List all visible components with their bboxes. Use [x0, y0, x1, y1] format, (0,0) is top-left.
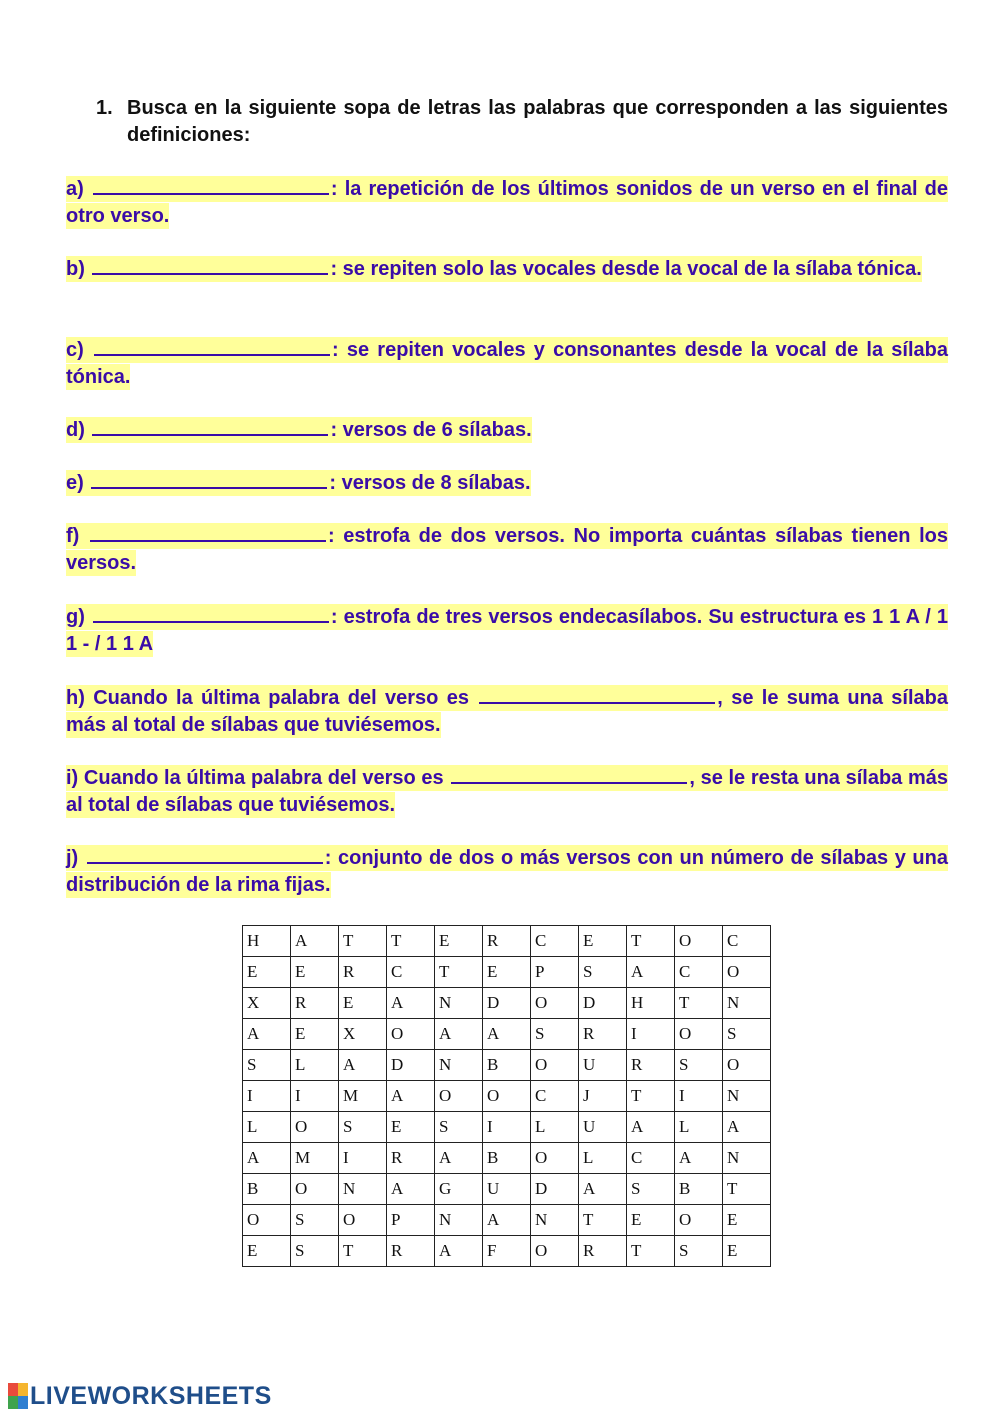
- word-search-cell[interactable]: B: [243, 1174, 291, 1205]
- word-search-row: [243, 1236, 771, 1267]
- word-search-cell[interactable]: N: [435, 1205, 483, 1236]
- word-search-row: [243, 957, 771, 988]
- definition-label: i): [66, 767, 79, 789]
- word-search-cell[interactable]: E: [291, 957, 339, 988]
- word-search-row: [243, 1112, 771, 1143]
- word-search-cell[interactable]: S: [291, 1205, 339, 1236]
- word-search-cell[interactable]: B: [483, 1050, 531, 1081]
- word-search-cell[interactable]: O: [531, 1143, 579, 1174]
- word-search-cell[interactable]: E: [387, 1112, 435, 1143]
- word-search-cell[interactable]: X: [339, 1019, 387, 1050]
- word-search-cell[interactable]: O: [483, 1081, 531, 1112]
- definition-text: : versos de 6 sílabas.: [330, 419, 532, 441]
- definition-text: : versos de 8 sílabas.: [329, 472, 531, 494]
- definition-highlight: [66, 176, 948, 229]
- word-search-cell[interactable]: A: [387, 1081, 435, 1112]
- word-search-row: [243, 1174, 771, 1205]
- definition-text: : se repiten vocales y consonantes desde la vocal de la sílaba tónica.: [66, 339, 948, 388]
- word-search-cell[interactable]: A: [435, 1019, 483, 1050]
- word-search-cell[interactable]: S: [291, 1236, 339, 1267]
- word-search-cell[interactable]: O: [435, 1081, 483, 1112]
- word-search-row: [243, 1050, 771, 1081]
- word-search-cell[interactable]: B: [483, 1143, 531, 1174]
- word-search-cell[interactable]: A: [243, 1019, 291, 1050]
- word-search-cell[interactable]: E: [483, 957, 531, 988]
- word-search-cell[interactable]: A: [483, 1019, 531, 1050]
- word-search-cell[interactable]: H: [243, 926, 291, 957]
- word-search-cell[interactable]: A: [339, 1050, 387, 1081]
- word-search-cell[interactable]: R: [291, 988, 339, 1019]
- word-search-cell[interactable]: O: [675, 1205, 723, 1236]
- word-search-cell[interactable]: I: [243, 1081, 291, 1112]
- answer-blank[interactable]: [91, 469, 327, 489]
- definition-highlight: [66, 685, 948, 738]
- definition-text: , se le resta una sílaba más al total de sílabas que tuviésemos.: [66, 767, 949, 816]
- word-search-row: [243, 1081, 771, 1112]
- word-search-cell[interactable]: I: [483, 1112, 531, 1143]
- definition-label: e): [66, 472, 84, 494]
- definition-text: : conjunto de dos o más versos con un número de sílabas y una distribución de la rima fijas.: [66, 847, 948, 896]
- definition-text: : estrofa de tres versos endecasílabos. Su estructura es 1 1 A / 1 1 - / 1 1 A: [66, 606, 948, 655]
- word-search-cell[interactable]: T: [627, 1236, 675, 1267]
- instruction-number: 1.: [96, 97, 113, 119]
- word-search-cell[interactable]: D: [483, 988, 531, 1019]
- word-search-cell[interactable]: T: [627, 1081, 675, 1112]
- word-search-cell[interactable]: O: [531, 988, 579, 1019]
- word-search-cell[interactable]: S: [531, 1019, 579, 1050]
- answer-blank[interactable]: [451, 764, 687, 784]
- definition-label: f): [66, 525, 80, 547]
- definition-item: [66, 684, 948, 739]
- word-search-cell[interactable]: A: [627, 957, 675, 988]
- word-search-cell[interactable]: C: [387, 957, 435, 988]
- word-search-grid: [242, 925, 771, 1267]
- definition-highlight: [66, 470, 531, 496]
- answer-blank[interactable]: [93, 603, 329, 623]
- word-search-cell[interactable]: I: [291, 1081, 339, 1112]
- word-search-cell[interactable]: E: [627, 1205, 675, 1236]
- definition-label: a): [66, 178, 84, 200]
- word-search-cell[interactable]: D: [531, 1174, 579, 1205]
- word-search-cell[interactable]: T: [675, 988, 723, 1019]
- word-search-cell[interactable]: C: [675, 957, 723, 988]
- definition-text-before: Cuando la última palabra del verso es: [93, 687, 469, 709]
- word-search-cell[interactable]: A: [579, 1174, 627, 1205]
- word-search-cell[interactable]: S: [723, 1019, 771, 1050]
- word-search-cell[interactable]: O: [291, 1112, 339, 1143]
- word-search-cell[interactable]: F: [483, 1236, 531, 1267]
- word-search-cell[interactable]: D: [387, 1050, 435, 1081]
- word-search-cell[interactable]: E: [243, 1236, 291, 1267]
- word-search-cell[interactable]: J: [579, 1081, 627, 1112]
- word-search-cell[interactable]: O: [531, 1050, 579, 1081]
- word-search-cell[interactable]: A: [243, 1143, 291, 1174]
- word-search-cell[interactable]: A: [291, 926, 339, 957]
- answer-blank[interactable]: [92, 416, 328, 436]
- word-search-cell[interactable]: X: [243, 988, 291, 1019]
- definition-item: [66, 255, 948, 283]
- word-search-cell[interactable]: I: [339, 1143, 387, 1174]
- word-search-cell[interactable]: C: [723, 926, 771, 957]
- word-search-cell[interactable]: E: [435, 926, 483, 957]
- word-search-cell[interactable]: O: [675, 926, 723, 957]
- definition-highlight: [66, 604, 948, 657]
- word-search-cell[interactable]: A: [435, 1143, 483, 1174]
- word-search-cell[interactable]: A: [387, 988, 435, 1019]
- word-search-cell[interactable]: S: [339, 1112, 387, 1143]
- word-search-cell[interactable]: I: [627, 1019, 675, 1050]
- word-search-cell[interactable]: O: [675, 1019, 723, 1050]
- word-search-cell[interactable]: E: [339, 988, 387, 1019]
- definition-item: [66, 416, 948, 444]
- word-search-cell[interactable]: O: [723, 957, 771, 988]
- word-search-cell[interactable]: L: [579, 1143, 627, 1174]
- definition-highlight: [66, 256, 922, 282]
- word-search-cell[interactable]: R: [579, 1236, 627, 1267]
- word-search-cell[interactable]: L: [243, 1112, 291, 1143]
- word-search-cell[interactable]: O: [531, 1236, 579, 1267]
- word-search-cell[interactable]: A: [675, 1143, 723, 1174]
- word-search-cell[interactable]: U: [579, 1112, 627, 1143]
- word-search-cell[interactable]: N: [435, 988, 483, 1019]
- word-search-cell[interactable]: A: [483, 1205, 531, 1236]
- word-search-cell[interactable]: O: [243, 1205, 291, 1236]
- definition-text-before: Cuando la última palabra del verso es: [83, 767, 444, 789]
- word-search-cell[interactable]: E: [723, 1236, 771, 1267]
- word-search-cell[interactable]: N: [723, 1081, 771, 1112]
- answer-blank[interactable]: [479, 684, 715, 704]
- word-search-cell[interactable]: C: [531, 1081, 579, 1112]
- definition-item: [66, 175, 948, 230]
- word-search-cell[interactable]: R: [387, 1143, 435, 1174]
- definition-text: : se repiten solo las vocales desde la vocal de la sílaba tónica.: [330, 258, 922, 280]
- definition-item: [66, 764, 948, 819]
- word-search-cell[interactable]: P: [531, 957, 579, 988]
- definition-label: j): [66, 847, 79, 869]
- word-search-row: [243, 1205, 771, 1236]
- definition-item: [66, 603, 948, 658]
- word-search-cell[interactable]: A: [435, 1236, 483, 1267]
- word-search-cell[interactable]: T: [579, 1205, 627, 1236]
- word-search-cell[interactable]: M: [339, 1081, 387, 1112]
- word-search-cell[interactable]: T: [435, 957, 483, 988]
- word-search-cell[interactable]: D: [579, 988, 627, 1019]
- word-search-cell[interactable]: C: [627, 1143, 675, 1174]
- word-search-cell[interactable]: P: [387, 1205, 435, 1236]
- word-search-cell[interactable]: S: [435, 1112, 483, 1143]
- word-search-cell[interactable]: N: [339, 1174, 387, 1205]
- word-search-cell[interactable]: S: [675, 1236, 723, 1267]
- word-search-cell[interactable]: N: [723, 988, 771, 1019]
- definition-label: g): [66, 606, 85, 628]
- definition-item: [66, 469, 948, 497]
- word-search-cell[interactable]: T: [387, 926, 435, 957]
- answer-blank[interactable]: [93, 175, 329, 195]
- word-search-cell[interactable]: U: [579, 1050, 627, 1081]
- word-search-cell[interactable]: O: [339, 1205, 387, 1236]
- word-search-cell[interactable]: L: [675, 1112, 723, 1143]
- word-search-cell[interactable]: B: [675, 1174, 723, 1205]
- definition-item: [66, 336, 948, 391]
- answer-blank[interactable]: [87, 844, 323, 864]
- word-search-cell[interactable]: A: [387, 1174, 435, 1205]
- definition-highlight: [66, 845, 948, 898]
- word-search-cell[interactable]: E: [723, 1205, 771, 1236]
- word-search-cell[interactable]: S: [243, 1050, 291, 1081]
- word-search-cell[interactable]: L: [291, 1050, 339, 1081]
- word-search-cell[interactable]: L: [531, 1112, 579, 1143]
- definition-text: , se le suma una sílaba más al total de sílabas que tuviésemos.: [66, 687, 948, 736]
- answer-blank[interactable]: [90, 522, 326, 542]
- definition-item: [66, 844, 948, 899]
- word-search-cell[interactable]: M: [291, 1143, 339, 1174]
- answer-blank[interactable]: [92, 255, 328, 275]
- answer-blank[interactable]: [94, 336, 330, 356]
- word-search-cell[interactable]: E: [243, 957, 291, 988]
- definition-label: h): [66, 687, 85, 709]
- word-search-cell[interactable]: G: [435, 1174, 483, 1205]
- word-search-cell[interactable]: N: [531, 1205, 579, 1236]
- word-search-row: [243, 1143, 771, 1174]
- word-search-cell[interactable]: U: [483, 1174, 531, 1205]
- word-search-cell[interactable]: T: [723, 1174, 771, 1205]
- word-search-cell[interactable]: I: [675, 1081, 723, 1112]
- word-search-cell[interactable]: O: [723, 1050, 771, 1081]
- definition-highlight: [66, 417, 532, 443]
- definition-item: [66, 522, 948, 577]
- word-search-cell[interactable]: O: [291, 1174, 339, 1205]
- word-search-cell[interactable]: A: [723, 1112, 771, 1143]
- word-search-row: [243, 1019, 771, 1050]
- footer-logo: [8, 1380, 272, 1412]
- word-search-cell[interactable]: T: [339, 926, 387, 957]
- word-search-cell[interactable]: S: [675, 1050, 723, 1081]
- definition-text: : estrofa de dos versos. No importa cuántas sílabas tienen los versos.: [66, 525, 948, 574]
- word-search-cell[interactable]: T: [339, 1236, 387, 1267]
- word-search-cell[interactable]: T: [627, 926, 675, 957]
- word-search-cell[interactable]: R: [483, 926, 531, 957]
- word-search-cell[interactable]: R: [387, 1236, 435, 1267]
- word-search-cell[interactable]: N: [435, 1050, 483, 1081]
- word-search-cell[interactable]: R: [627, 1050, 675, 1081]
- word-search-cell[interactable]: O: [387, 1019, 435, 1050]
- word-search-cell[interactable]: H: [627, 988, 675, 1019]
- word-search-cell[interactable]: R: [579, 1019, 627, 1050]
- instruction: [96, 95, 948, 149]
- instruction-text: Busca en la siguiente sopa de letras las palabras que corresponden a las siguientes definiciones:: [127, 97, 948, 146]
- word-search-cell[interactable]: A: [627, 1112, 675, 1143]
- definition-text: : la repetición de los últimos sonidos de un verso en el final de otro verso.: [66, 178, 948, 227]
- liveworksheets-logo-icon: [8, 1383, 28, 1409]
- definition-highlight: [66, 523, 948, 576]
- word-search-row: [243, 926, 771, 957]
- word-search-cell[interactable]: C: [531, 926, 579, 957]
- definition-label: d): [66, 419, 85, 441]
- definition-label: c): [66, 339, 84, 361]
- brand-name: LIVEWORKSHEETS: [30, 1381, 272, 1410]
- definition-highlight: [66, 765, 948, 818]
- definition-label: b): [66, 258, 85, 280]
- word-search-cell[interactable]: S: [627, 1174, 675, 1205]
- word-search-row: [243, 988, 771, 1019]
- definition-highlight: [66, 337, 948, 390]
- word-search-cell[interactable]: S: [579, 957, 627, 988]
- word-search-cell[interactable]: E: [579, 926, 627, 957]
- word-search-cell[interactable]: E: [291, 1019, 339, 1050]
- word-search-cell[interactable]: R: [339, 957, 387, 988]
- word-search-cell[interactable]: N: [723, 1143, 771, 1174]
